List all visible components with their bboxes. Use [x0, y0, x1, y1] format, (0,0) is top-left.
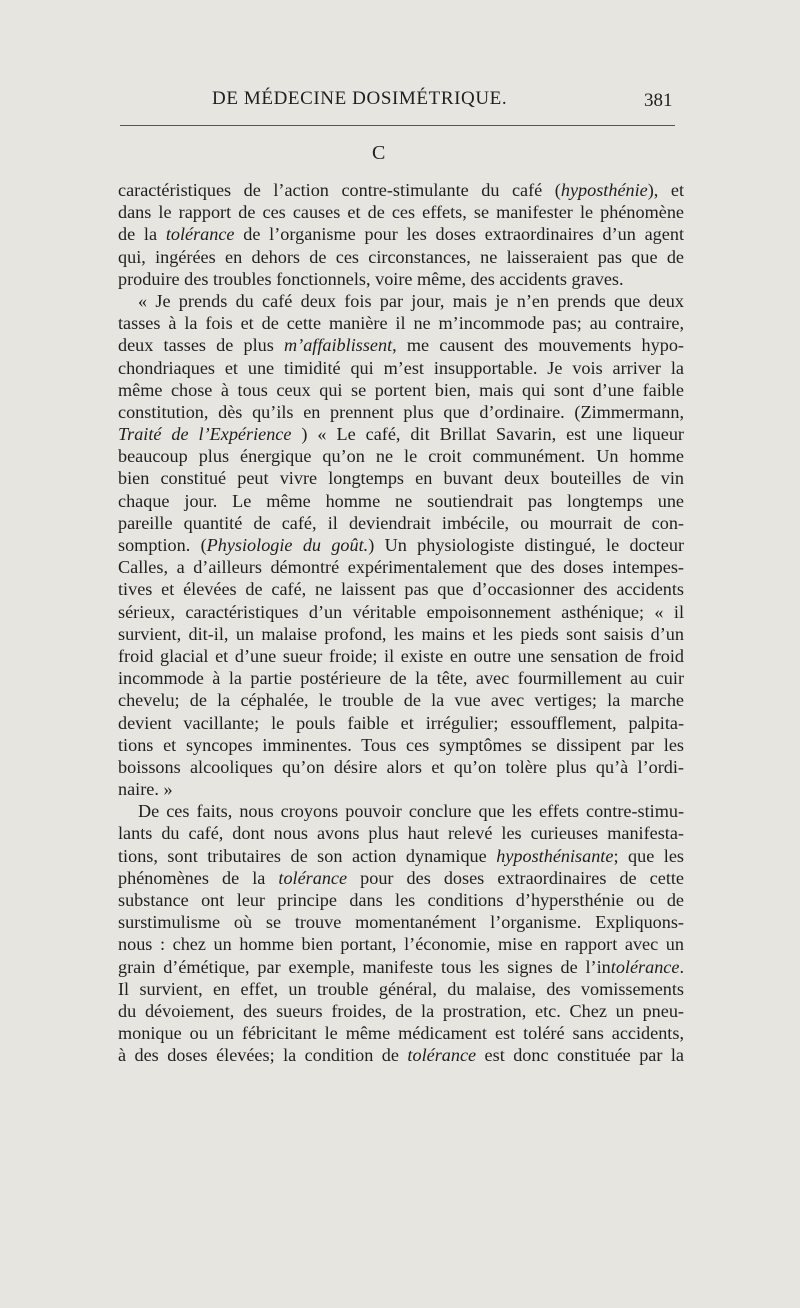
text-line: Il survient, en effet, un trouble général, du malaise, des vomissements	[118, 978, 684, 999]
text-line: produire des troubles fonctionnels, voire même, des accidents graves.	[118, 268, 624, 289]
text-line: monique ou un fébricitant le même médicament est toléré sans accidents,	[118, 1023, 684, 1044]
text-line: substance ont leur principe dans les conditions d’hypersthénie ou de	[118, 890, 684, 910]
text-line: boissons alcooliques qu’on désire alors et qu’on tolère plus qu’à l’ordi-	[118, 756, 684, 777]
text-line: chaque jour. Le même homme ne soutiendrait pas longtemps une	[118, 490, 684, 511]
text-line: de la tolérance de l’organisme pour les doses extraordinaires d’un agent	[118, 224, 684, 245]
text-line: naire. »	[118, 779, 173, 800]
text-line: nous : chez un homme bien portant, l’économie, mise en rapport avec un	[118, 934, 684, 955]
text-line: deux tasses de plus m’affaiblissent, me causent des mouvements hypo-	[118, 335, 684, 356]
text-line: « Je prends du café deux fois par jour, mais je n’en prends que deux	[138, 290, 684, 311]
text-line: sérieux, caractéristiques d’un véritable empoisonnement asthénique; « il	[118, 601, 684, 622]
text-line: phénomènes de la tolérance pour des doses extraordinaires de cette	[118, 867, 685, 888]
text-line: constitution, dès qu’ils en prennent plus que d’ordinaire. (Zimmermann,	[118, 401, 684, 422]
body-text	[118, 179, 684, 1067]
text-line: bien constitué peut vivre longtemps en buvant deux bouteilles de vin	[118, 468, 684, 489]
text-line: somption. (Physiologie du goût.) Un physiologiste distingué, le docteur	[118, 535, 685, 555]
text-line: qui, ingérées en dehors de ces circonstances, ne laisseraient pas que de	[118, 246, 684, 267]
text-line: De ces faits, nous croyons pouvoir conclure que les effets contre-stimu-	[138, 801, 684, 822]
text-line: tions et syncopes imminentes. Tous ces symptômes se dissipent par les	[118, 734, 684, 755]
text-line: du dévoiement, des sueurs froides, de la prostration, etc. Chez un pneu-	[118, 1000, 684, 1021]
text-line: incommode à la partie postérieure de la tête, avec fourmillement au cuir	[118, 668, 684, 689]
text-line: pareille quantité de café, il deviendrait imbécile, ou mourrait de con-	[118, 512, 684, 533]
running-title: DE MÉDECINE DOSIMÉTRIQUE.	[212, 88, 508, 109]
text-line: à des doses élevées; la condition de tolérance est donc constituée par la	[118, 1045, 684, 1066]
text-line: devient vacillante; le pouls faible et irrégulier; essoufflement, palpita-	[118, 712, 684, 733]
text-line: même chose à tous ceux qui se portent bien, mais qui sont d’une faible	[118, 379, 684, 400]
header-rule	[120, 125, 675, 126]
text-line: caractéristiques de l’action contre-stimulante du café (hyposthénie), et	[118, 180, 685, 200]
text-line: chevelu; de la céphalée, le trouble de la vue avec vertiges; la marche	[118, 690, 684, 711]
text-line: beaucoup plus énergique qu’on ne le croit communément. Un homme	[118, 446, 684, 467]
text-line: grain d’émétique, par exemple, manifeste tous les signes de l’intolérance.	[118, 956, 684, 977]
text-line: froid glacial et d’une sueur froide; il existe en outre une sensation de froid	[118, 645, 684, 666]
signature-mark: C	[372, 142, 386, 164]
text-line: Calles, a d’ailleurs démontré expérimentalement que des doses intempes-	[118, 557, 684, 578]
text-line: survient, dit-il, un malaise profond, les mains et les pieds sont saisis d’un	[118, 623, 684, 644]
text-line: tasses à la fois et de cette manière il ne m’incommode pas; au contraire,	[118, 313, 684, 334]
page-header	[0, 88, 800, 118]
text-line: chondriaques et une timidité qui m’est insupportable. Je vois arriver la	[118, 357, 684, 378]
page-number: 381	[644, 90, 673, 111]
text-line: tives et élevées de café, ne laissent pas que d’occasionner des accidents	[118, 579, 684, 600]
text-line: surstimulisme où se trouve momentanément l’organisme. Expliquons-	[118, 912, 684, 933]
text-line: Traité de l’Expérience ) « Le café, dit Brillat Savarin, est une liqueur	[118, 424, 684, 445]
text-line: tions, sont tributaires de son action dynamique hyposthénisante; que les	[118, 845, 684, 866]
text-line: dans le rapport de ces causes et de ces effets, se manifester le phénomène	[118, 202, 684, 223]
text-line: lants du café, dont nous avons plus haut relevé les curieuses manifesta-	[118, 823, 684, 844]
